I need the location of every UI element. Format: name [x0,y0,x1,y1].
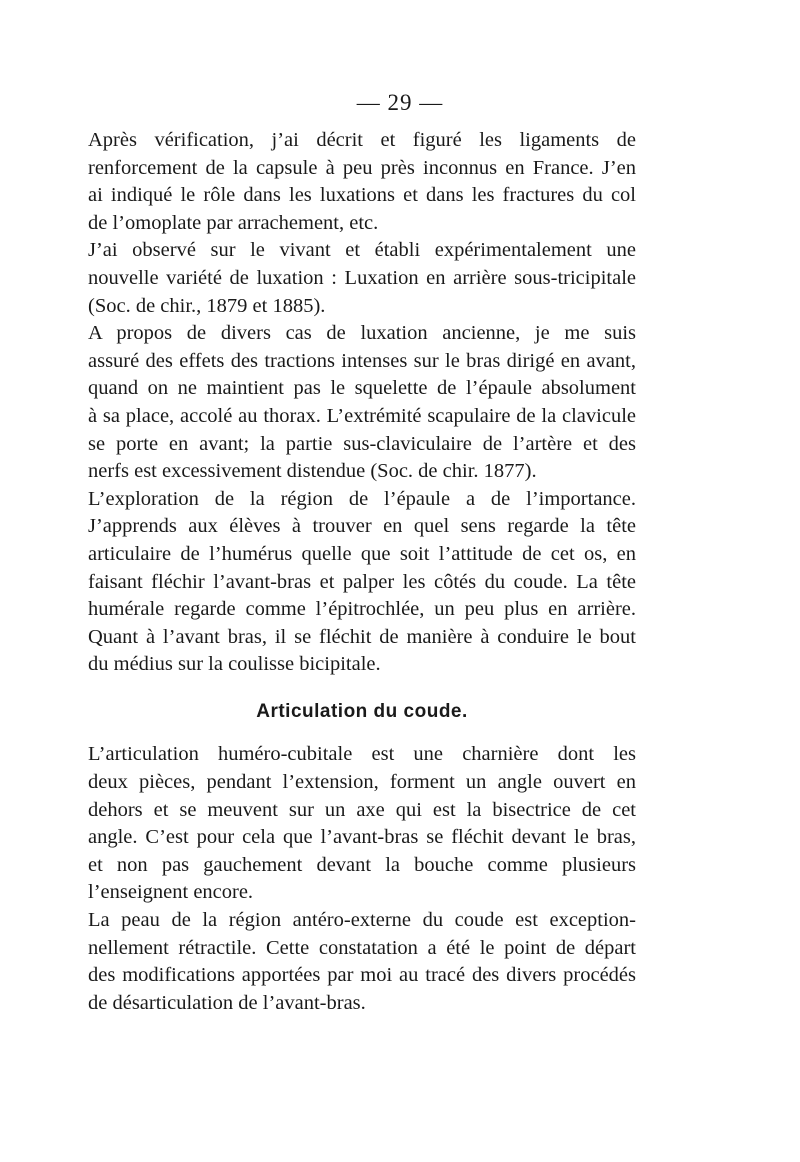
text-line: l’enseignent encore. [88,881,254,904]
body-text [88,127,636,1017]
text-line: assuré des effets des tractions intenses sur le bras dirigé en avant, [88,349,636,372]
text-line: de l’omoplate par arrachement, etc. [88,211,379,234]
text-line: J’apprends aux élèves à trouver en quel sens regarde la tête [88,515,636,538]
text-line: à sa place, accolé au thorax. L’extrémité scapulaire de la clavicule [88,404,636,427]
text-line: ai indiqué le rôle dans les luxations et dans les fractures du col [88,184,636,207]
text-line: deux pièces, pendant l’extension, forment un angle ouvert en [88,771,636,794]
text-line: nouvelle variété de luxation : Luxation en arrière sous-tricipitale [88,266,636,289]
text-line: A propos de divers cas de luxation ancienne, je me suis [88,322,636,345]
text-line: nellement rétractile. Cette constatation a été le point de départ [88,936,636,959]
text-line: J’ai observé sur le vivant et établi expérimentalement une [88,239,636,262]
text-line: angle. C’est pour cela que l’avant-bras se fléchit devant le bras, [88,826,636,849]
text-line: humérale regarde comme l’épitrochlée, un peu plus en arrière. [88,598,636,621]
text-line: dehors et se meuvent sur un axe qui est la bisectrice de cet [88,798,636,821]
text-line: Après vérification, j’ai décrit et figuré les ligaments de [88,129,636,151]
text-line: et non pas gauchement devant la bouche comme plusieurs [88,853,636,876]
text-line: articulaire de l’humérus quelle que soit l’attitude de cet os, en [88,542,636,565]
text-line: L’exploration de la région de l’épaule a de l’importance. [88,487,636,510]
text-line: L’articulation huméro-cubitale est une charnière dont les [88,743,636,766]
text-line: faisant fléchir l’avant-bras et palper les côtés du coude. La tête [88,570,636,593]
page-number: — 29 — [356,90,444,115]
text-line: des modifications apportées par moi au tracé des divers procédés [88,964,636,987]
section-heading: Articulation du coude. [256,700,468,722]
text-line: quand on ne maintient pas le squelette de l’épaule absolument [88,377,636,400]
text-line: de désarticulation de l’avant-bras. [88,991,366,1014]
text-line: se porte en avant; la partie sus-claviculaire de l’artère et des [88,432,636,455]
text-line: du médius sur la coulisse bicipitale. [88,653,381,676]
text-line: nerfs est excessivement distendue (Soc. de chir. 1877). [88,460,537,483]
text-line: renforcement de la capsule à peu près inconnus en France. J’en [88,156,636,179]
text-line: (Soc. de chir., 1879 et 1885). [88,294,326,317]
text-line: Quant à l’avant bras, il se fléchit de manière à conduire le bout [88,625,636,648]
text-line: La peau de la région antéro-externe du coude est exception- [88,909,636,932]
